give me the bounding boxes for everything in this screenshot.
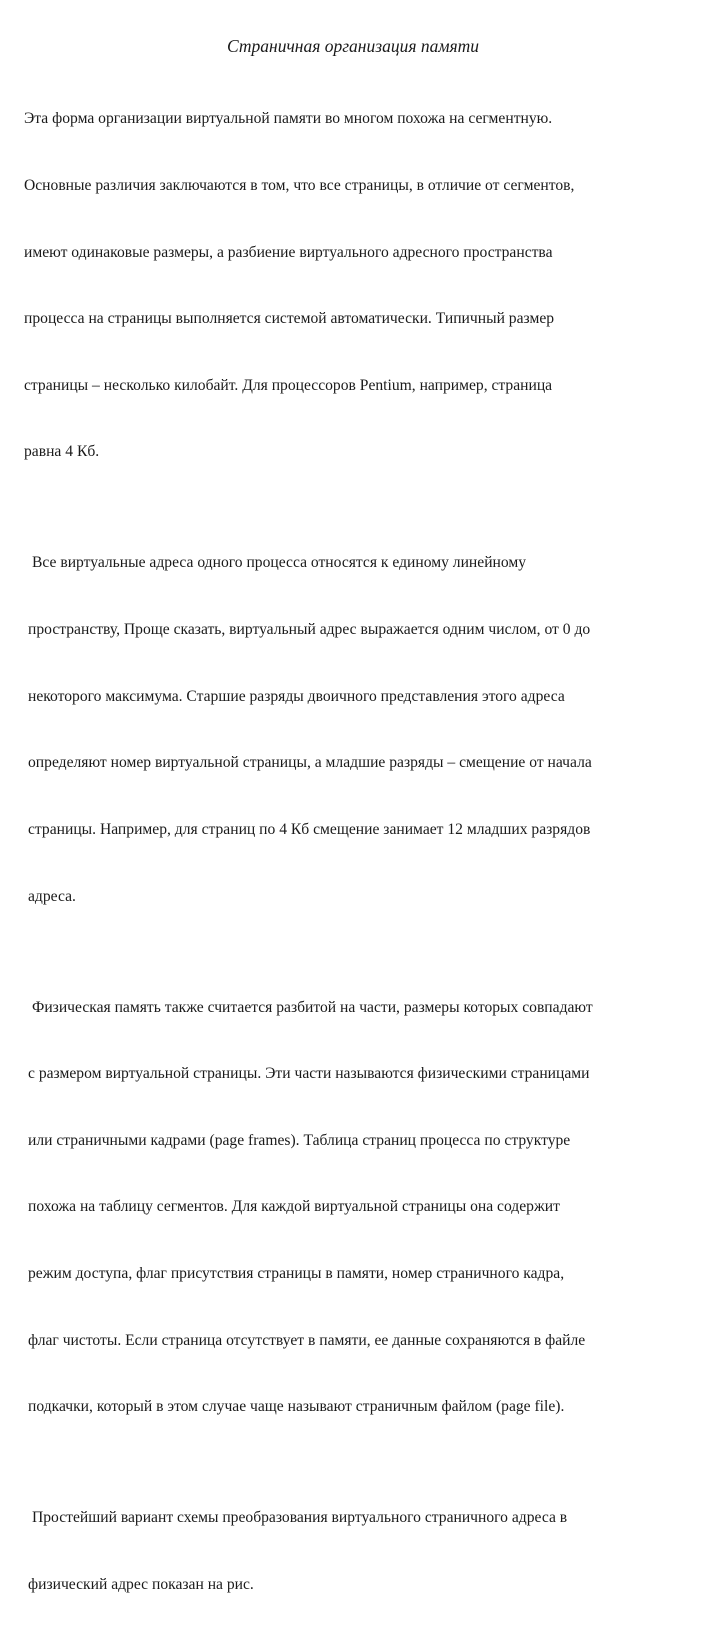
page-title: Страничная организация памяти xyxy=(226,36,480,56)
text-line: страницы – несколько килобайт. Для процессоров Pentium, например, страница xyxy=(24,376,553,394)
text-line: имеют одинаковые размеры, а разбиение виртуального адресного пространства xyxy=(24,243,553,261)
text-line: Эта форма организации виртуальной памяти во многом похожа на сегментную. xyxy=(24,110,553,128)
text-line: Физическая память также считается разбитой на части, размеры которых совпадают xyxy=(32,998,593,1016)
paragraph-3 xyxy=(24,952,700,1463)
text-line: флаг чистоты. Если страница отсутствует в памяти, ее данные сохраняются в файле xyxy=(28,1331,586,1349)
text-line: адреса. xyxy=(28,887,76,905)
text-line: с размером виртуальной страницы. Эти части называются физическими страницами xyxy=(28,1065,590,1083)
text-line: некоторого максимума. Старшие разряды двоичного представления этого адреса xyxy=(28,687,565,705)
text-line: равна 4 Кб. xyxy=(24,443,100,461)
text-line: похожа на таблицу сегментов. Для каждой виртуальной страницы она содержит xyxy=(28,1198,560,1216)
body-text xyxy=(24,64,700,1640)
text-line: или страничными кадрами (page frames). Таблица страниц процесса по структуре xyxy=(28,1131,571,1149)
paragraph-2 xyxy=(24,508,700,952)
paragraph-1 xyxy=(24,64,700,508)
text-line: режим доступа, флаг присутствия страницы в памяти, номер страничного кадра, xyxy=(28,1264,565,1282)
text-line: пространству, Проще сказать, виртуальный адрес выражается одним числом, от 0 до xyxy=(28,621,591,639)
text-line: Все виртуальные адреса одного процесса относятся к единому линейному xyxy=(32,554,527,572)
text-line: физический адрес показан на рис. xyxy=(28,1575,254,1593)
text-line: процесса на страницы выполняется системой автоматически. Типичный размер xyxy=(24,310,555,328)
text-line: Основные различия заключаются в том, что все страницы, в отличие от сегментов, xyxy=(24,177,575,195)
text-line: подкачки, который в этом случае чаще называют страничным файлом (page file). xyxy=(28,1398,565,1416)
text-line: определяют номер виртуальной страницы, а младшие разряды – смещение от начала xyxy=(28,754,592,772)
text-line: страницы. Например, для страниц по 4 Кб смещение занимает 12 младших разрядов xyxy=(28,820,591,838)
text-line: Простейший вариант схемы преобразования виртуального страничного адреса в xyxy=(32,1509,568,1527)
paragraph-4 xyxy=(24,1463,700,1640)
